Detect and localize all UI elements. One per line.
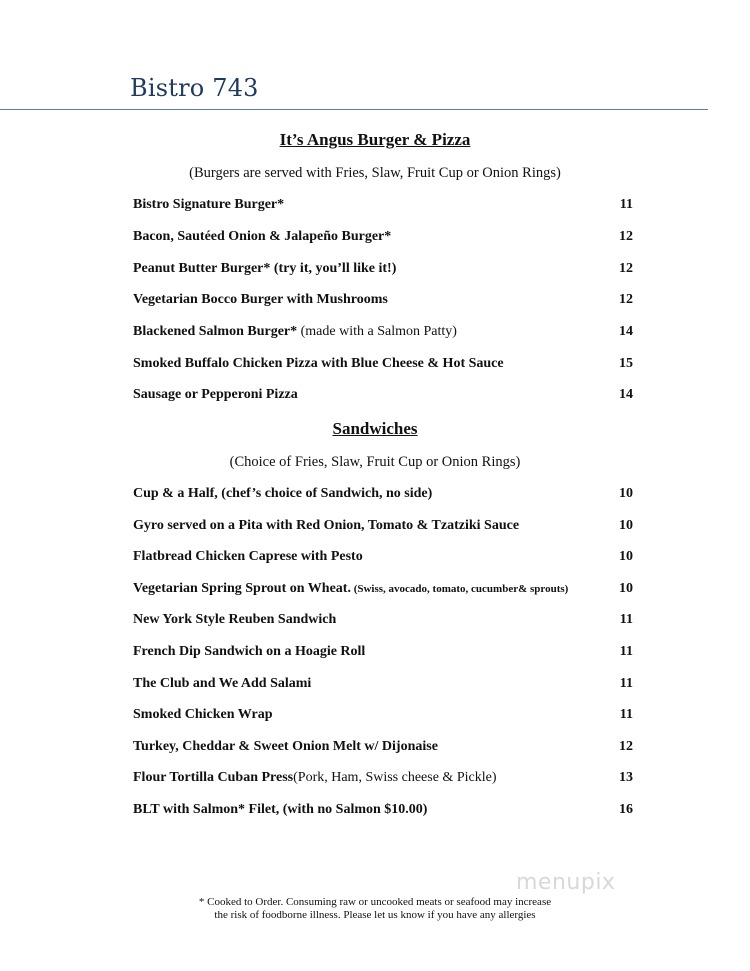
item-name: Smoked Buffalo Chicken Pizza with Blue Cheese & Hot Sauce xyxy=(133,356,504,371)
header-divider xyxy=(0,109,708,110)
menu-item xyxy=(133,387,633,407)
item-name: Flatbread Chicken Caprese with Pesto xyxy=(133,549,363,564)
menu-item xyxy=(133,324,633,344)
item-name: New York Style Reuben Sandwich xyxy=(133,612,337,627)
menu-item xyxy=(133,356,633,376)
item-name: Bistro Signature Burger* xyxy=(133,197,285,212)
item-price: 11 xyxy=(619,644,633,659)
item-name: Turkey, Cheddar & Sweet Onion Melt w/ Dijonaise xyxy=(133,739,438,754)
item-price: 12 xyxy=(619,292,633,307)
item-price: 10 xyxy=(619,549,633,564)
item-name: Vegetarian Spring Sprout on Wheat. xyxy=(133,581,351,596)
section-note-sandwiches: (Choice of Fries, Slaw, Fruit Cup or Onion Rings) xyxy=(229,454,521,470)
menu-item xyxy=(133,707,633,727)
menu-item xyxy=(133,676,633,696)
item-price: 10 xyxy=(619,518,633,533)
section-title-sandwiches: Sandwiches xyxy=(332,419,418,438)
item-price: 10 xyxy=(619,486,633,501)
menu-item xyxy=(133,612,633,632)
item-price: 12 xyxy=(619,229,633,244)
menu-item xyxy=(133,292,633,312)
restaurant-title: Bistro 743 xyxy=(130,74,259,102)
item-name: Flour Tortilla Cuban Press xyxy=(133,770,294,785)
item-name: Peanut Butter Burger* (try it, you’ll like it!) xyxy=(133,261,397,276)
footnote-line-1: * Cooked to Order. Consuming raw or uncooked meats or seafood may increase xyxy=(198,896,552,908)
menu-item xyxy=(133,549,633,569)
item-name: Bacon, Sautéed Onion & Jalapeño Burger* xyxy=(133,229,392,244)
menu-item xyxy=(133,486,633,506)
item-price: 14 xyxy=(619,387,633,402)
menu-item xyxy=(133,770,633,790)
item-description: (made with a Salmon Patty) xyxy=(297,324,457,339)
item-name: French Dip Sandwich on a Hoagie Roll xyxy=(133,644,366,659)
menu-item xyxy=(133,644,633,664)
item-description: (Swiss, avocado, tomato, cucumber& sprouts) xyxy=(350,583,569,595)
item-name: BLT with Salmon* Filet, (with no Salmon $10.00) xyxy=(133,802,428,817)
item-price: 16 xyxy=(619,802,633,817)
menu-item xyxy=(133,518,633,538)
item-name: Smoked Chicken Wrap xyxy=(133,707,273,722)
item-price: 12 xyxy=(619,261,633,276)
item-price: 10 xyxy=(619,581,633,596)
item-name: Gyro served on a Pita with Red Onion, Tomato & Tzatziki Sauce xyxy=(133,518,520,533)
item-price: 15 xyxy=(619,356,633,371)
item-name: Blackened Salmon Burger* xyxy=(133,324,298,339)
menu-item xyxy=(133,802,633,822)
menu-item xyxy=(133,581,633,601)
item-price: 11 xyxy=(619,197,633,212)
item-name: Sausage or Pepperoni Pizza xyxy=(133,387,298,402)
section-title-burgers: It’s Angus Burger & Pizza xyxy=(279,130,471,149)
item-name: Cup & a Half, (chef’s choice of Sandwich, no side) xyxy=(133,486,433,501)
footnote-line-2: the risk of foodborne illness. Please let us know if you have any allergies xyxy=(214,909,536,921)
menu-item xyxy=(133,261,633,281)
item-description: (Pork, Ham, Swiss cheese & Pickle) xyxy=(293,770,497,785)
section-note-burgers: (Burgers are served with Fries, Slaw, Fruit Cup or Onion Rings) xyxy=(189,165,561,181)
item-name: Vegetarian Bocco Burger with Mushrooms xyxy=(133,292,388,307)
item-price: 14 xyxy=(619,324,633,339)
watermark-logo: menupix xyxy=(516,870,616,895)
menu-item xyxy=(133,229,633,249)
item-price: 11 xyxy=(619,707,633,722)
footnote xyxy=(0,896,750,922)
menu-item xyxy=(133,739,633,759)
menu-item xyxy=(133,197,633,217)
item-price: 13 xyxy=(619,770,633,785)
item-name: The Club and We Add Salami xyxy=(133,676,312,691)
item-price: 11 xyxy=(619,676,633,691)
item-price: 11 xyxy=(619,612,633,627)
item-price: 12 xyxy=(619,739,633,754)
